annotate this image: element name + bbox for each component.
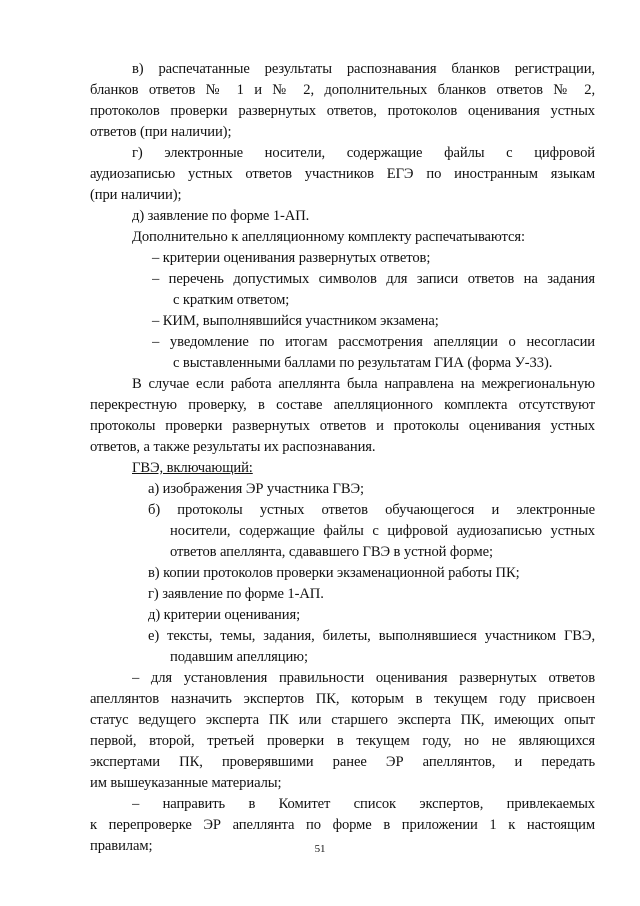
list-item: – уведомление по итогам рассмотрения апелляции о несогласии — [152, 334, 595, 350]
text-line: перекрестную проверку, в составе апелляционного комплекта отсутствуют — [90, 397, 595, 413]
text-line: Дополнительно к апелляционному комплекту распечатываются: — [132, 229, 525, 245]
text-line: носители, содержащие файлы с цифровой аудиозаписью устных — [170, 523, 595, 539]
text-line: протоколы проверки развернутых ответов и протоколы оценивания устных — [90, 418, 595, 434]
text-line: протоколов проверки развернутых ответов, протоколов оценивания устных — [90, 103, 595, 119]
page-number: 51 — [314, 843, 326, 855]
text-line: ответов апеллянта, сдававшего ГВЭ в устной форме; — [170, 544, 493, 560]
text-line: с выставленными баллами по результатам ГИА (форма У-33). — [173, 355, 553, 371]
list-item: а) изображения ЭР участника ГВЭ; — [148, 481, 364, 497]
list-item: – критерии оценивания развернутых ответов; — [152, 250, 431, 266]
text-line: к перепроверке ЭР апеллянта по форме в приложении 1 к настоящим — [90, 817, 595, 833]
text-line: – для установления правильности оценивания развернутых ответов — [132, 670, 595, 686]
text-line: ответов (при наличии); — [90, 124, 232, 140]
text-line: им вышеуказанные материалы; — [90, 775, 282, 791]
list-item: – перечень допустимых символов для записи ответов на задания — [152, 271, 595, 287]
list-item: в) копии протоколов проверки экзаменационной работы ПК; — [148, 565, 520, 581]
text-line: экспертами ПК, проверявшими ранее ЭР апеллянтов, и передать — [90, 754, 595, 770]
text-line: статус ведущего эксперта ПК или старшего эксперта ПК, имеющих опыт — [90, 712, 595, 728]
list-item: е) тексты, темы, задания, билеты, выполнявшиеся участником ГВЭ, — [148, 628, 595, 644]
list-item: б) протоколы устных ответов обучающегося и электронные — [148, 502, 595, 518]
text-line: д) заявление по форме 1-АП. — [132, 208, 310, 224]
text-line: в) распечатанные результаты распознавания бланков регистрации, — [132, 61, 595, 77]
list-item: г) заявление по форме 1-АП. — [148, 586, 324, 602]
text-line: с кратким ответом; — [173, 292, 290, 308]
text-line: бланков ответов № 1 и № 2, дополнительных бланков ответов № 2, — [90, 82, 595, 98]
list-item: д) критерии оценивания; — [148, 607, 301, 623]
text-line: В случае если работа апеллянта была направлена на межрегиональную — [132, 376, 595, 392]
section-heading: ГВЭ, включающий: — [132, 460, 253, 476]
text-line: г) электронные носители, содержащие файлы с цифровой — [132, 145, 595, 161]
text-line: первой, второй, третьей проверки в текущем году, но не являющихся — [90, 733, 595, 749]
text-line: (при наличии); — [90, 187, 182, 203]
text-line: апеллянтов назначить экспертов ПК, которым в текущем году присвоен — [90, 691, 595, 707]
text-line: подавшим апелляцию; — [170, 649, 308, 665]
text-line: ответов, а также результаты их распознавания. — [90, 439, 376, 455]
text-line: правилам; — [90, 838, 153, 854]
list-item: – КИМ, выполнявшийся участником экзамена; — [152, 313, 439, 329]
text-line: аудиозаписью устных ответов участников ЕГЭ по иностранным языкам — [90, 166, 595, 182]
text-line: – направить в Комитет список экспертов, привлекаемых — [132, 796, 595, 812]
